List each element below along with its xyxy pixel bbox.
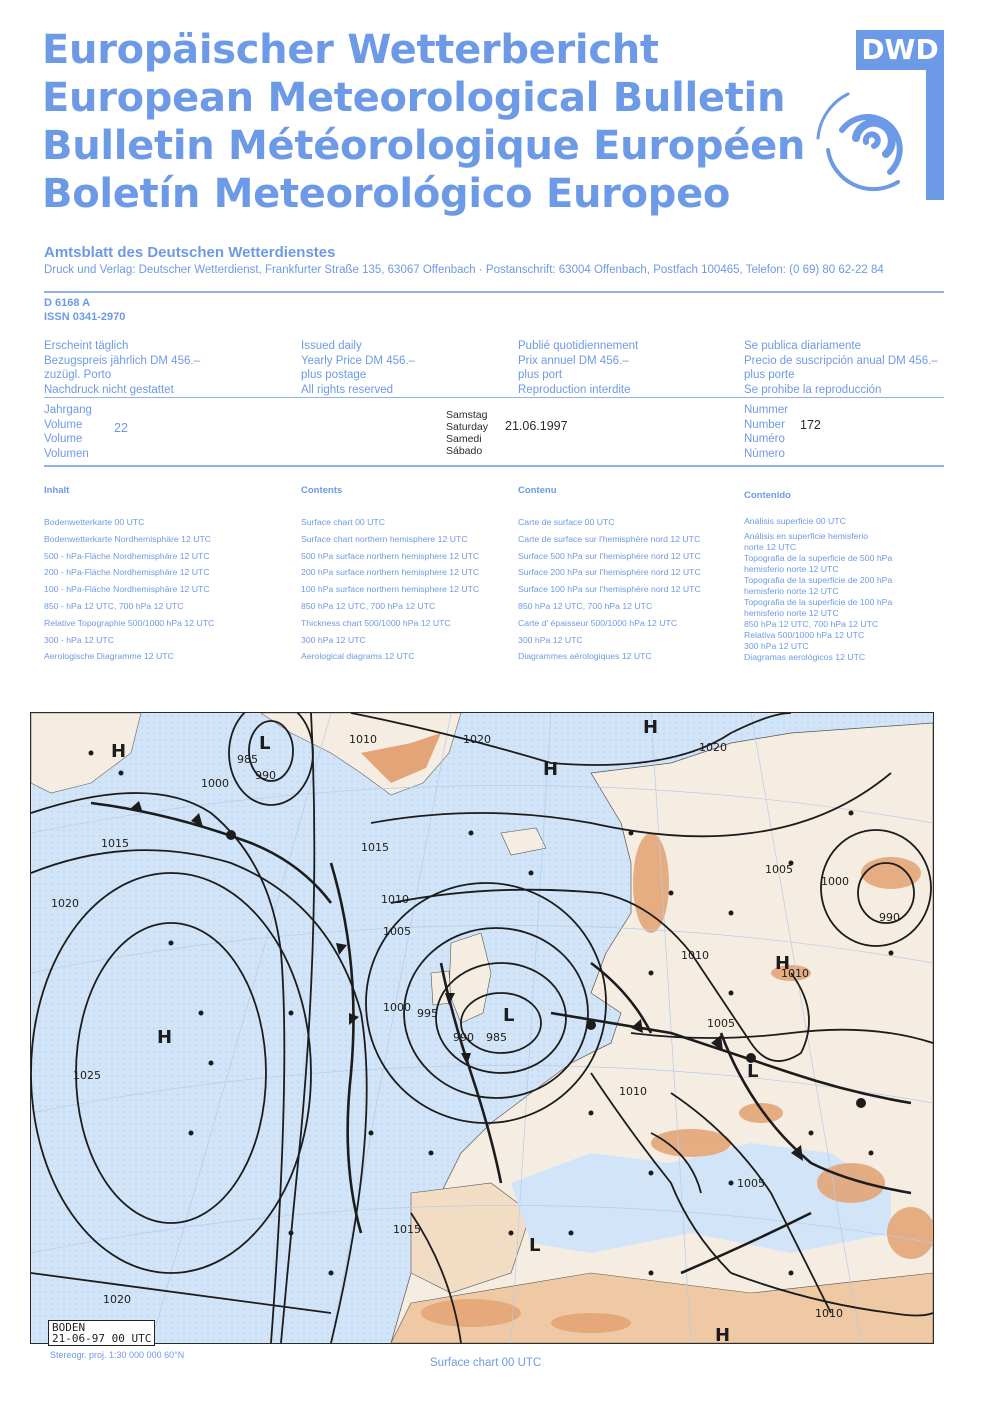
contents-item: 200 - hPa-Fläche Nordhemisphäre 12 UTC [44,567,210,578]
publication-code: D 6168 A [44,297,91,309]
bulletin-titles [42,26,805,218]
contents-item: 850 hPa 12 UTC, 700 hPa 12 UTC [744,619,879,629]
isobar-label: 985 [486,1031,507,1044]
isobar-label: 1020 [51,897,79,910]
day-label: Samedi [446,433,482,445]
contents-item: 100 - hPa-Fläche Nordhemisphäre 12 UTC [44,584,210,595]
high-center: H [643,717,659,738]
contents-item: Análisis en superficie hemisferio [744,531,869,541]
contents-item: Carte d' épaisseur 500/1000 hPa 12 UTC [518,617,678,628]
info-line: plus port [518,369,563,381]
info-german [44,339,200,397]
volume-label: Volumen [44,447,89,460]
isobar-label: 1020 [103,1293,131,1306]
contents-item: Surface 100 hPa sur l'hemisphère nord 12 UTC [518,584,701,595]
day-label: Saturday [446,421,489,433]
stamp-line: 21-06-97 00 UTC [52,1332,152,1345]
contents-item: Relativa 500/1000 hPa 12 UTC [744,630,865,640]
low-center: L [529,1235,541,1256]
imprint-line: Druck und Verlag: Deutscher Wetterdienst, Frankfurter Straße 135, 63067 Offenbach · Postanschrift: 63004 Offenbach, Postfach 100465, Telefon: (0 69) 80 62-22 84 [44,264,884,276]
info-line: Yearly Price DM 456.– [301,354,415,367]
contents-item: 850 - hPa 12 UTC, 700 hPa 12 UTC [44,600,184,611]
number-label: Numéro [744,433,785,445]
info-line: Publié quotidiennement [518,340,639,352]
divider [44,291,944,293]
volume-label: Volume [44,433,83,445]
high-center: H [111,741,127,762]
day-label: Sábado [446,445,483,457]
isobar-label: 1000 [201,777,229,790]
issue-number: 172 [800,418,821,432]
stamp-line: BODEN [52,1321,86,1334]
info-spanish [744,339,938,397]
info-line: plus porte [744,369,795,381]
isobar-label: 1020 [463,733,491,746]
isobar-label: 990 [879,911,900,924]
contents-item: Aerologische Diagramme 12 UTC [44,651,174,662]
high-center: H [157,1027,173,1048]
contents-item: Topografia de la superficie de 100 hPa [744,597,893,607]
official-title: Amtsblatt des Deutschen Wetterdienstes [44,244,336,261]
number-labels [744,403,788,461]
contents-item: Análisis superficie 00 UTC [744,516,846,526]
title-french: Bulletin Météorologique Européen [42,123,806,169]
divider [44,397,944,398]
isobar-label: 1010 [815,1307,843,1320]
map-stamp [48,1320,155,1346]
info-line: zuzügl. Porto [44,369,112,381]
info-french [518,339,638,397]
isobar-label: 1025 [73,1069,101,1082]
spiral-icon [808,80,933,205]
number-label: Número [744,447,785,460]
volume-label: Jahrgang [44,404,92,416]
map-drawing [31,713,933,1343]
contents-item: Bodenwetterkarte Nordhemisphäre 12 UTC [44,533,212,544]
volume-label: Volume [44,418,83,431]
info-line: All rights reserved [301,383,394,396]
issue-date: 21.06.1997 [505,419,568,433]
contents-item: 850 hPa 12 UTC, 700 hPa 12 UTC [301,600,436,611]
contents-list-fr [518,514,701,665]
contents-item: 300 hPa 12 UTC [301,634,366,645]
isobar-label: 1005 [707,1017,735,1030]
contents-item: 300 - hPa 12 UTC [44,634,115,645]
contents-item: 300 hPa 12 UTC [518,634,583,645]
isobar-label: 1010 [781,967,809,980]
title-spanish: Boletín Meteorológico Europeo [42,171,731,217]
volume-labels [44,403,92,461]
info-line: Bezugspreis jährlich DM 456.– [44,354,200,367]
contents-item: Thickness chart 500/1000 hPa 12 UTC [301,617,451,628]
contents-item: Relative Topographie 500/1000 hPa 12 UTC [44,617,215,628]
contents-item: Diagramas aerológicos 12 UTC [744,652,866,662]
isobar-label: 1005 [737,1177,765,1190]
contents-item: 100 hPa surface northern hemisphere 12 UTC [301,584,480,595]
day-label: Samstag [446,409,488,421]
issn: ISSN 0341-2970 [44,311,126,323]
info-english [301,339,415,397]
contents-item: Surface 200 hPa sur l'hemisphère nord 12 UTC [518,567,701,578]
contents-item: Topografia de la superficie de 500 hPa [744,553,893,563]
low-center: L [747,1061,759,1082]
title-english: European Meteorological Bulletin [42,75,786,121]
isobar-label: 995 [417,1007,438,1020]
info-line: Se publica diariamente [744,340,861,352]
projection-note: Stereogr. proj. 1:30 000 000 60°N [50,1350,185,1360]
contents-list-en [301,514,479,665]
high-center: H [543,759,559,780]
day-labels [446,409,488,457]
title-german: Europäischer Wetterbericht [42,27,659,73]
contents-item: 200 hPa surface northern hemisphere 12 UTC [301,567,480,578]
contents-head-es: Contenido [744,490,791,501]
info-line: Reproduction interdite [518,383,631,396]
info-line: plus postage [301,369,367,381]
isobar-label: 1015 [393,1223,421,1236]
contents-item: hemisferio norte 12 UTC [744,608,839,618]
low-center: L [503,1005,515,1026]
high-center: H [715,1325,731,1343]
info-line: Precio de suscripción anual DM 456.– [744,354,938,367]
info-line: Nachdruck nicht gestattet [44,383,174,396]
surface-weather-map [30,712,934,1344]
contents-item: hemisferio norte 12 UTC [744,586,839,596]
contents-item: Surface 500 hPa sur l'hemisphère nord 12 UTC [518,550,701,561]
info-line: Se prohibe la reproducción [744,383,882,396]
contents-item: norte 12 UTC [744,542,797,552]
isobar-label: 1015 [101,837,129,850]
contents-item: Diagrammes aérologiques 12 UTC [518,651,652,662]
contents-item: Topografia de la superficie de 200 hPa [744,575,893,585]
logo-text: DWD [856,30,944,70]
contents-item: Aerological diagrams 12 UTC [301,651,415,662]
contents-list-es [744,516,892,663]
info-line: Issued daily [301,340,362,352]
number-label: Number [744,418,785,431]
contents-head-de: Inhalt [44,485,70,496]
isobar-label: 1005 [765,863,793,876]
contents-item: Carte de surface sur l'hemisphère nord 12 UTC [518,533,701,544]
contents-item: 500 - hPa-Fläche Nordhemisphäre 12 UTC [44,550,210,561]
info-line: Erscheint täglich [44,340,129,352]
isobar-label: 1010 [381,893,409,906]
dwd-logo [808,30,948,205]
isobar-label: 1015 [361,841,389,854]
low-center: L [259,733,271,754]
high-center: H [775,953,791,974]
isobar-label: 1020 [699,741,727,754]
isobar-label: 1010 [619,1085,647,1098]
contents-item: 500 hPa surface northern hemisphere 12 UTC [301,550,480,561]
isobar-label: 985 [237,753,258,766]
map-caption: Surface chart 00 UTC [430,1357,542,1369]
contents-head-fr: Contenu [518,485,557,496]
divider [44,465,944,467]
isobar-label: 1010 [349,733,377,746]
contents-item: 850 hPa 12 UTC, 700 hPa 12 UTC [518,600,653,611]
number-label: Nummer [744,404,789,416]
volume-value: 22 [114,421,128,435]
isobar-label: 1005 [383,925,411,938]
isobar-label: 1010 [681,949,709,962]
info-line: Prix annuel DM 456.– [518,354,629,367]
contents-item: hemisferio norte 12 UTC [744,564,839,574]
contents-item: Bodenwetterkarte 00 UTC [44,517,145,527]
isobar-label: 990 [255,769,276,782]
contents-item: Surface chart northern hemisphere 12 UTC [301,533,468,544]
isobar-label: 1000 [383,1001,411,1014]
contents-list-de [44,514,214,665]
contents-item: Carte de surface 00 UTC [518,517,615,527]
contents-item: Surface chart 00 UTC [301,517,386,527]
isobar-label: 1000 [821,875,849,888]
contents-item: 300 hPa 12 UTC [744,641,809,651]
isobar-label: 990 [453,1031,474,1044]
contents-head-en: Contents [301,485,343,496]
